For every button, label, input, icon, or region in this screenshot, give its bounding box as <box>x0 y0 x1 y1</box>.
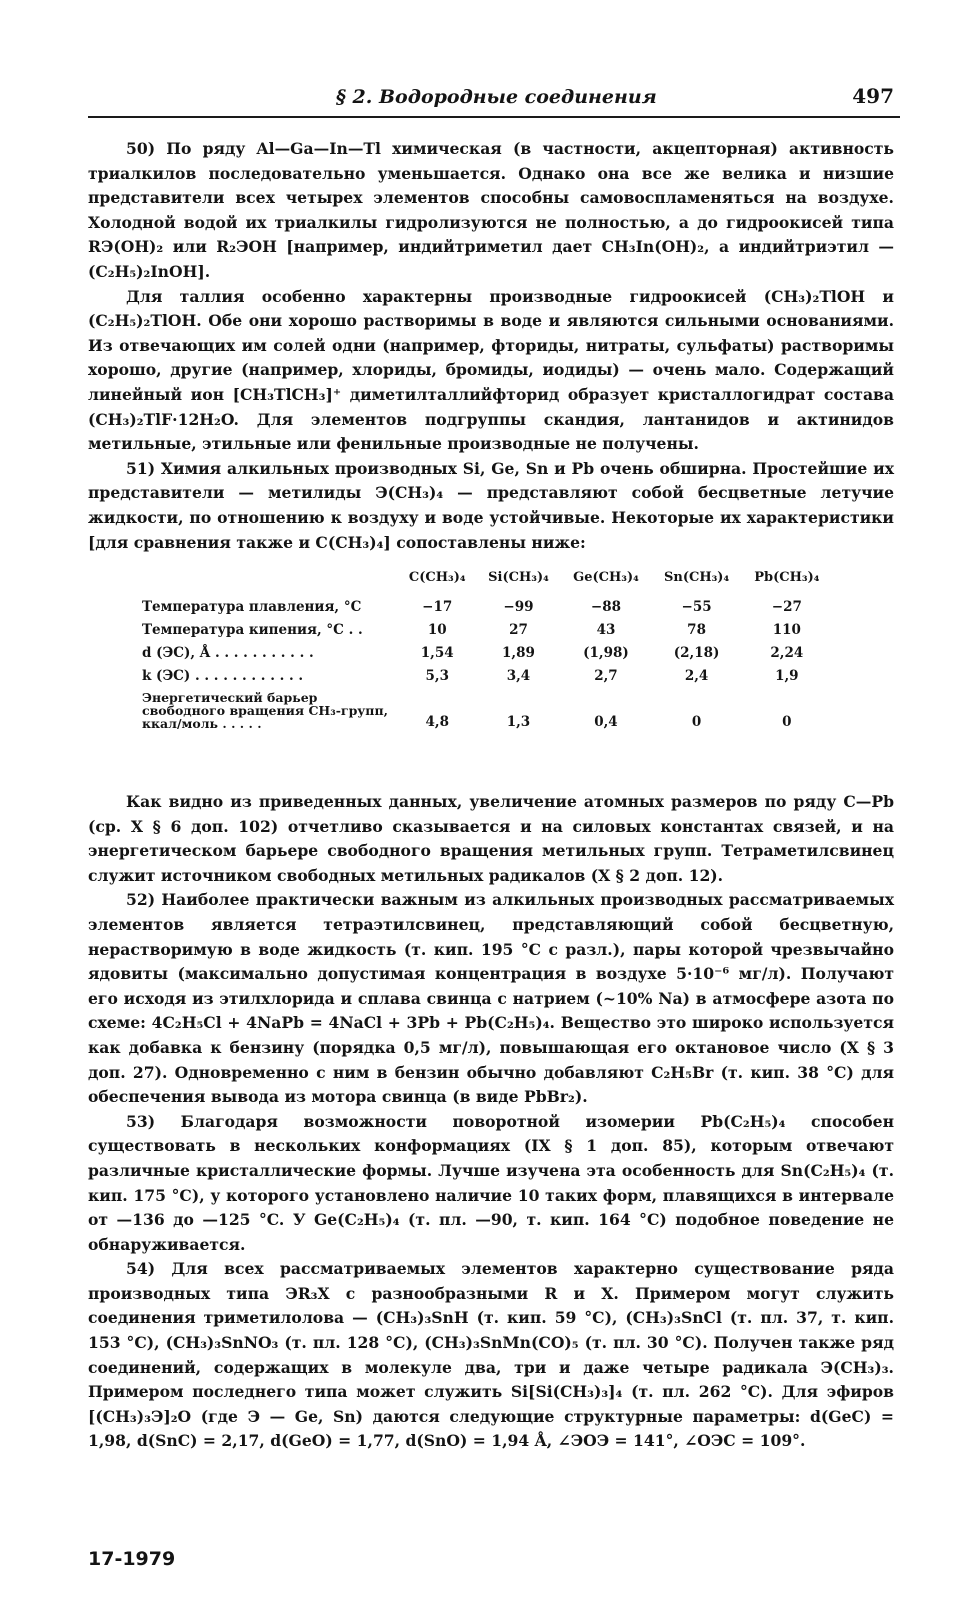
table-cell: −88 <box>590 599 622 615</box>
table-cell: 0 <box>691 714 702 730</box>
paragraph-comparison: Как видно из приведенных данных, увеличение атомных размеров по ряду C—Pb (ср. X § 6 доп. 102) отчетливо сказывается и на силовых константах связей, и на энергетическом барьере свободного вращения метильных групп. Тетраметилсвинец служит источником свободных метильных радикалов (X § 2 доп. 12). <box>88 792 894 885</box>
table-cell: 3,4 <box>506 668 531 684</box>
table-row <box>142 620 832 643</box>
paragraph-thallium: Для таллия особенно характерны производные гидроокисей (CH₃)₂TlOH и (C₂H₅)₂TlOH. Обе они хорошо растворимы в воде и являются сильными основаниями. Из отвечающих им солей одни (например, фториды, нитраты, сульфаты) растворимы хорошо, другие (например, хлориды, бромиды, иодиды) — очень мало. Содержащий линейный ион [CH₃TlCH₃]⁺ диметилталлийфторид образует кристаллогидрат состава (CH₃)₂TlF·12H₂O. Для элементов подгруппы скандия, лантанидов и актинидов метильные, этильные или фенильные производные не получены. <box>88 286 894 454</box>
table-cell: −55 <box>681 599 712 615</box>
table-cell: 5,3 <box>425 668 449 684</box>
table-row <box>142 643 832 666</box>
text-block-bottom <box>88 790 894 1454</box>
row-label: d (ЭC), Å . . . . . . . . . . . <box>142 645 314 661</box>
table-cell: 0 <box>782 714 792 730</box>
column-header: Si(CH₃)₄ <box>488 570 549 585</box>
table-cell: −17 <box>422 599 453 615</box>
column-header: C(CH₃)₄ <box>408 570 466 585</box>
table-row <box>142 597 832 620</box>
table-cell: 0,4 <box>594 714 618 730</box>
paragraph-50: 50) По ряду Al—Ga—In—Tl химическая (в частности, акцепторная) активность триалкилов последовательно уменьшается. Однако она все же велика и низшие представители всех четырех элементов способны самовоспламеняться на воздухе. Холодной водой их триалкилы гидролизуются не полностью, а до гидроокисей типа RЭ(OH)₂ или R₂ЭOH [например, индийтриметил дает CH₃In(OH)₂, а индийтриэтил — (C₂H₅)₂InOH]. <box>88 139 894 281</box>
table-header-row <box>142 570 832 597</box>
table-cell: 110 <box>772 622 801 638</box>
column-header: Pb(CH₃)₄ <box>754 570 820 585</box>
row-label: Энергетический барьер свободного вращения CH₃-групп, ккал/моль . . . . . <box>142 690 388 731</box>
table-cell: 1,9 <box>775 668 799 684</box>
running-title: § 2. Водородные соединения <box>336 86 657 108</box>
table-cell: (2,18) <box>673 645 720 661</box>
table-cell: 1,54 <box>420 645 454 661</box>
table-row <box>142 666 832 689</box>
table-cell: −99 <box>503 599 534 615</box>
row-label: Температура кипения, °C . . <box>142 622 363 638</box>
table-cell: 2,4 <box>684 668 709 684</box>
table-row <box>142 689 832 735</box>
table-cell: 2,24 <box>770 645 804 661</box>
running-header <box>88 82 900 118</box>
table-cell: (1,98) <box>583 645 629 661</box>
row-label: k (ЭC) . . . . . . . . . . . . <box>142 668 304 684</box>
table-cell: 2,7 <box>594 668 618 684</box>
table-corner <box>142 570 398 597</box>
paragraph-53: 53) Благодаря возможности поворотной изомерии Pb(C₂H₅)₄ способен существовать в нескольких конформациях (IX § 1 доп. 85), которым отвечают различные кристаллические формы. Лучше изучена эта особенность для Sn(C₂H₅)₄ (т. кип. 175 °C), у которого установлено наличие 10 таких форм, плавящихся в интервале от —136 до —125 °C. У Ge(C₂H₅)₄ (т. пл. —90, т. кип. 164 °C) подобное поведение не обнаруживается. <box>88 1111 894 1254</box>
paragraph-51: 51) Химия алкильных производных Si, Ge, Sn и Pb очень обширна. Простейшие их представители — метилиды Э(CH₃)₄ — представляют собой бесцветные летучие жидкости, по отношению к воздуху и воде устойчивые. Некоторые их характеристики [для сравнения также и C(CH₃)₄] сопоставлены ниже: <box>88 458 894 552</box>
table-cell: −27 <box>771 599 802 615</box>
table-cell: 78 <box>687 622 706 638</box>
signature-mark: 17-1979 <box>88 1548 176 1570</box>
page-number: 497 <box>852 84 894 108</box>
table-cell: 43 <box>596 622 616 638</box>
properties-table <box>142 570 832 735</box>
table-cell: 4,8 <box>425 714 449 730</box>
text-block-top <box>88 137 894 555</box>
table-cell: 10 <box>427 622 447 638</box>
row-label: Температура плавления, °C <box>142 599 362 615</box>
column-header: Ge(CH₃)₄ <box>573 570 639 585</box>
table-cell: 27 <box>509 622 528 638</box>
table-cell: 1,3 <box>506 714 531 730</box>
paragraph-54: 54) Для всех рассматриваемых элементов характерно существование ряда производных типа ЭR₃X с разнообразными R и X. Примером могут служить соединения триметилолова — (CH₃)₃SnH (т. кип. 59 °C), (CH₃)₃SnCl (т. пл. 37, т. кип. 153 °C), (CH₃)₃SnNO₃ (т. пл. 128 °C), (CH₃)₃SnMn(CO)₅ (т. пл. 30 °C). Получен также ряд соединений, содержащих в молекуле два, три и даже четыре радикала Э(CH₃)₃. Примером последнего типа может служить Si[Si(CH₃)₃]₄ (т. пл. 262 °C). Для эфиров [(CH₃)₃Э]₂O (где Э — Ge, Sn) даются следующие структурные параметры: d(GeC) = 1,98, d(SnC) = 2,17, d(GeO) = 1,77, d(SnO) = 1,94 Å, ∠ЭOЭ = 141°, ∠OЭC = 109°. <box>88 1259 894 1451</box>
table-cell: 1,89 <box>502 645 535 661</box>
column-header: Sn(CH₃)₄ <box>663 570 730 585</box>
paragraph-52: 52) Наиболее практически важным из алкильных производных рассматриваемых элементов является тетраэтилсвинец, представляющий собой бесцветную, нерастворимую в воде жидкость (т. кип. 195 °C с разл.), пары которой чрезвычайно ядовиты (максимально допустимая концентрация в воздухе 5·10⁻⁶ мг/л). Получают его исходя из этилхлорида и сплава свинца с натрием (~10% Na) в атмосфере азота по схеме: 4C₂H₅Cl + 4NaPb = 4NaCl + 3Pb + Pb(C₂H₅)₄. Вещество это широко используется как добавка к бензину (порядка 0,5 мг/л), повышающая его октановое число (X § 3 доп. 27). Одновременно с ним в бензин обычно добавляют C₂H₅Br (т. кип. 38 °C) для обеспечения вывода из мотора свинца (в виде PbBr₂). <box>88 890 894 1107</box>
